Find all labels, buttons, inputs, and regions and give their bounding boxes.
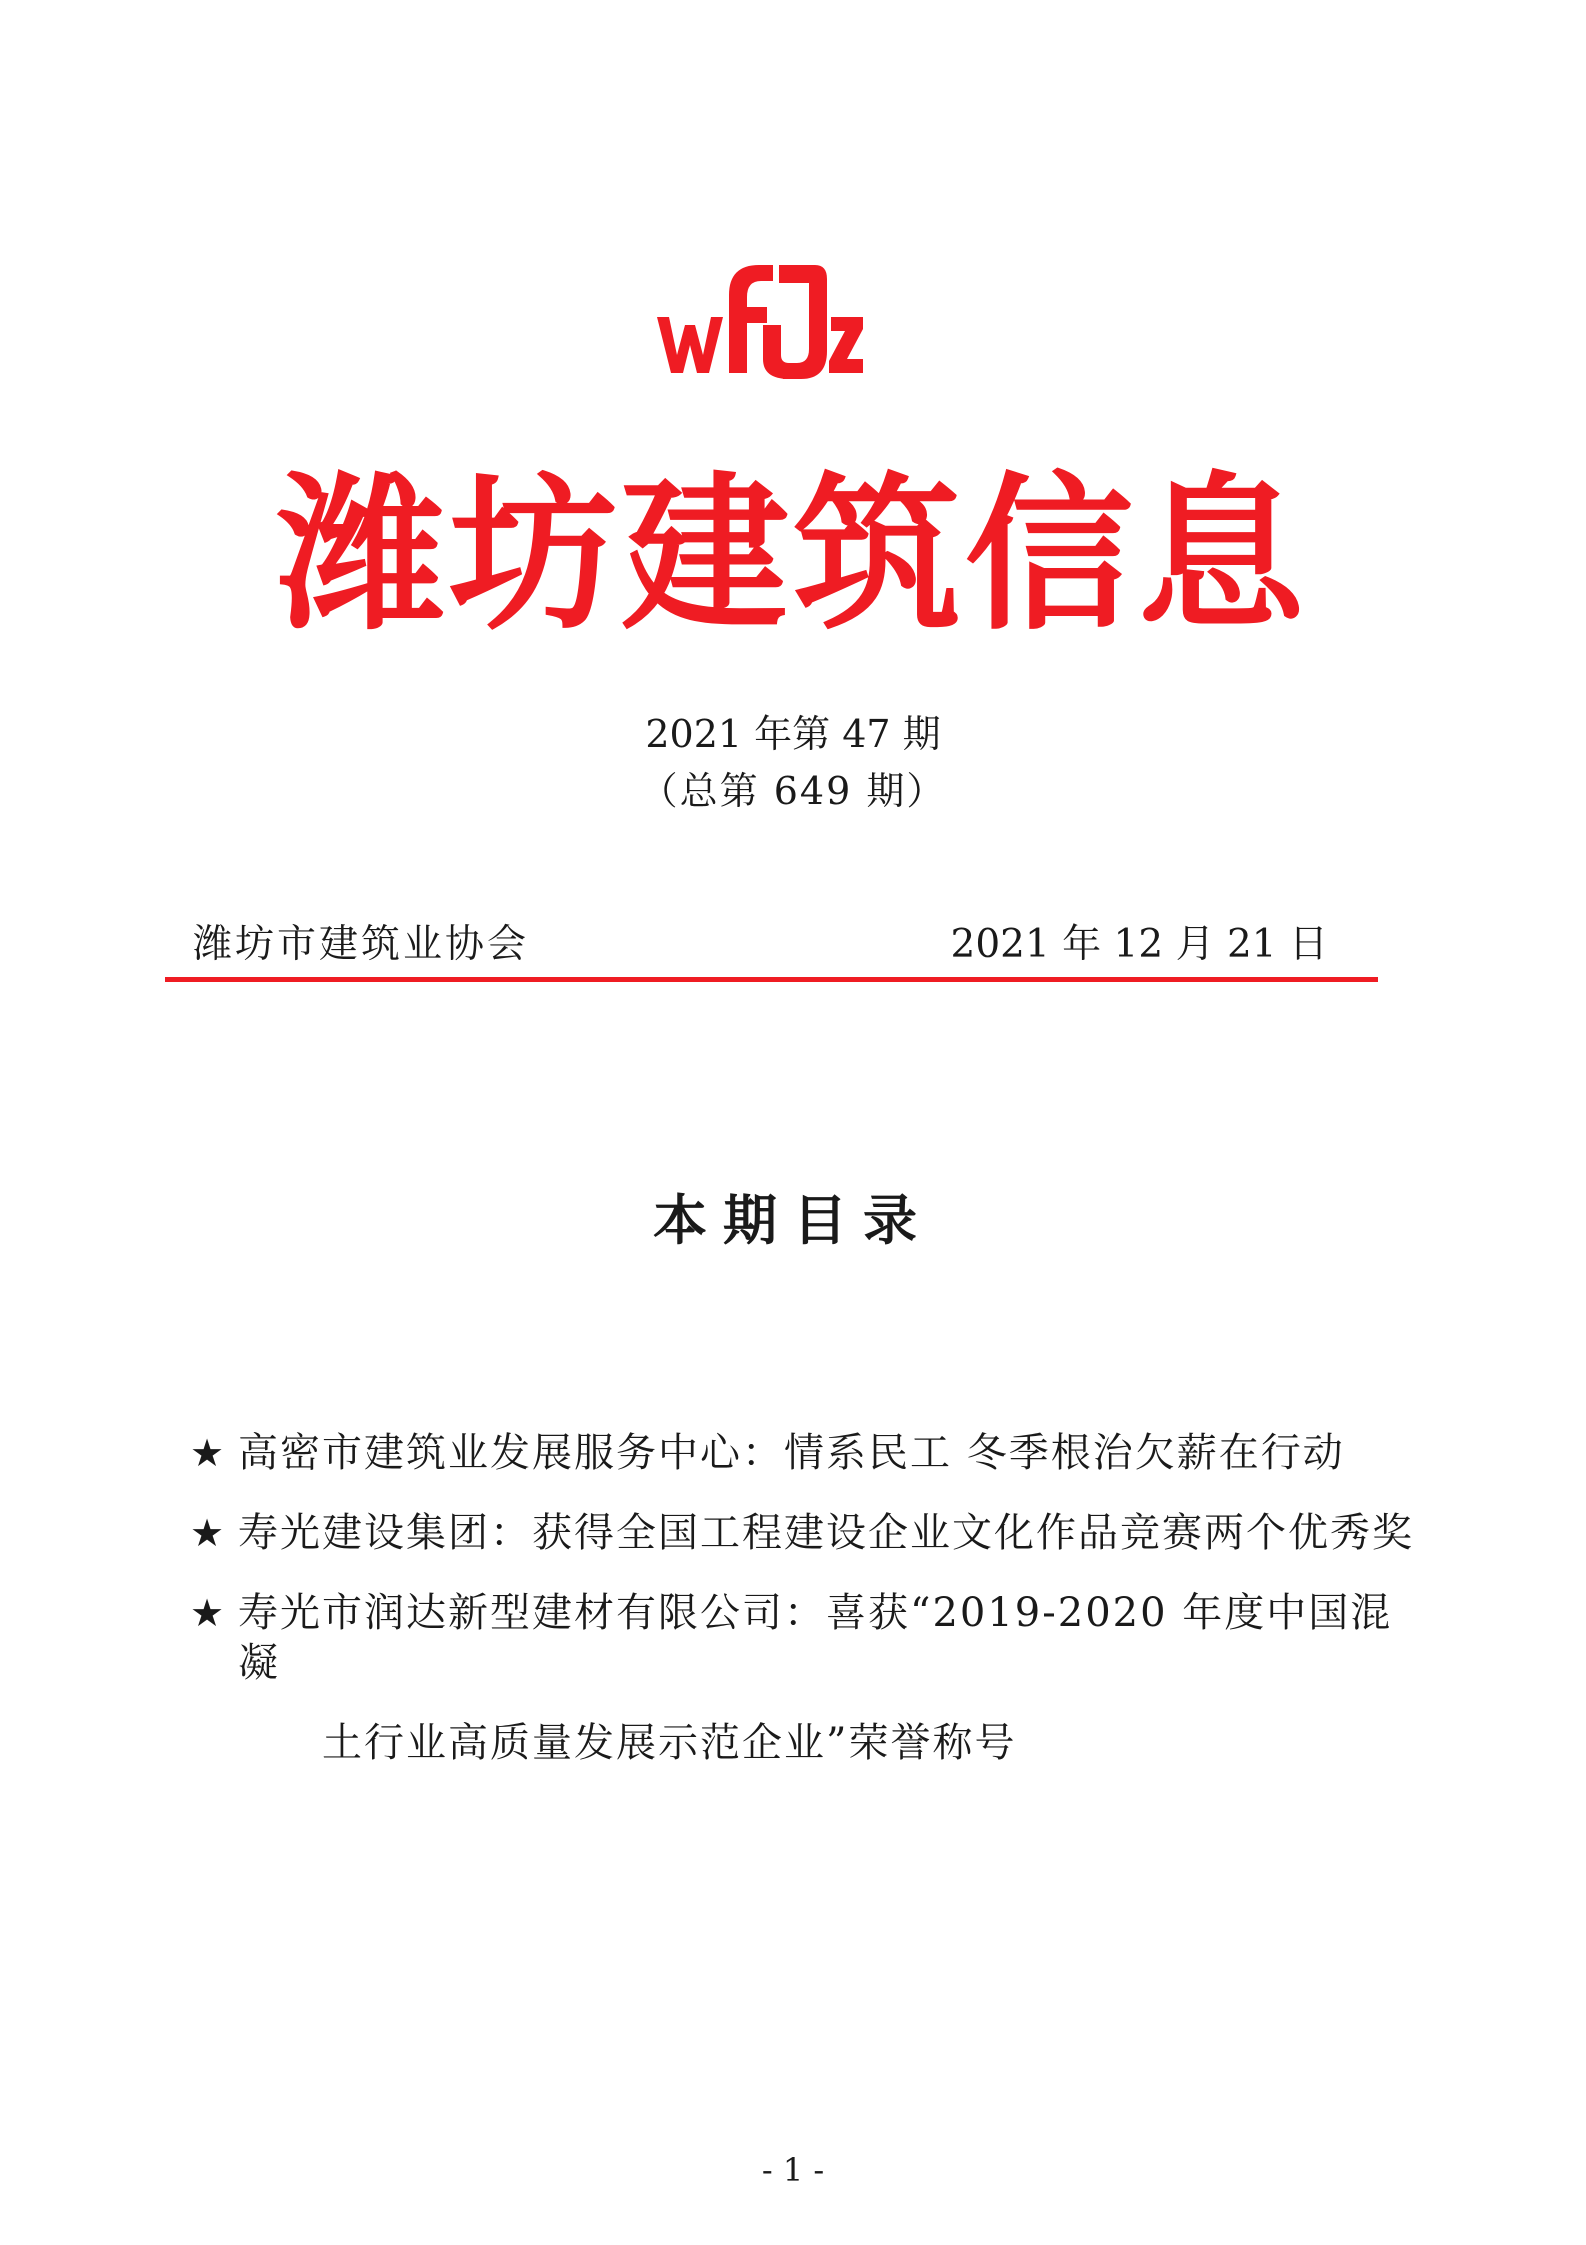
- toc-item[interactable]: [190, 1508, 1420, 1558]
- star-icon: ★: [190, 1511, 227, 1555]
- page-number: - 1 -: [761, 2151, 825, 2189]
- issue-number: 2021 年第 47 期: [645, 712, 941, 756]
- toc-title: 本期目录: [653, 1188, 933, 1252]
- star-icon: ★: [190, 1591, 227, 1635]
- wfjz-logo-icon: [655, 255, 865, 380]
- toc-item-text: [238, 1588, 1420, 1768]
- header-divider: [165, 977, 1378, 982]
- toc-item[interactable]: [190, 1588, 1420, 1768]
- masthead-title: 潍坊建筑信息: [277, 457, 1309, 653]
- publish-date: 2021 年 12 月 21 日: [950, 922, 1328, 967]
- toc-item-text: 高密市建筑业发展服务中心：情系民工 冬季根治欠薪在行动: [238, 1430, 1345, 1476]
- star-icon: ★: [190, 1431, 227, 1475]
- toc-item-text-continuation: 土行业高质量发展示范企业”荣誉称号: [322, 1720, 1017, 1766]
- toc-item[interactable]: [190, 1428, 1420, 1478]
- toc-item-text: 寿光建设集团：获得全国工程建设企业文化作品竞赛两个优秀奖: [238, 1510, 1414, 1556]
- toc-item-text-line: 寿光市润达新型建材有限公司：喜获“2019-2020 年度中国混凝: [238, 1590, 1393, 1686]
- publisher-name: 潍坊市建筑业协会: [193, 922, 530, 967]
- issue-total-number: （总第 649 期）: [639, 769, 947, 813]
- toc-list: [190, 1428, 1420, 1798]
